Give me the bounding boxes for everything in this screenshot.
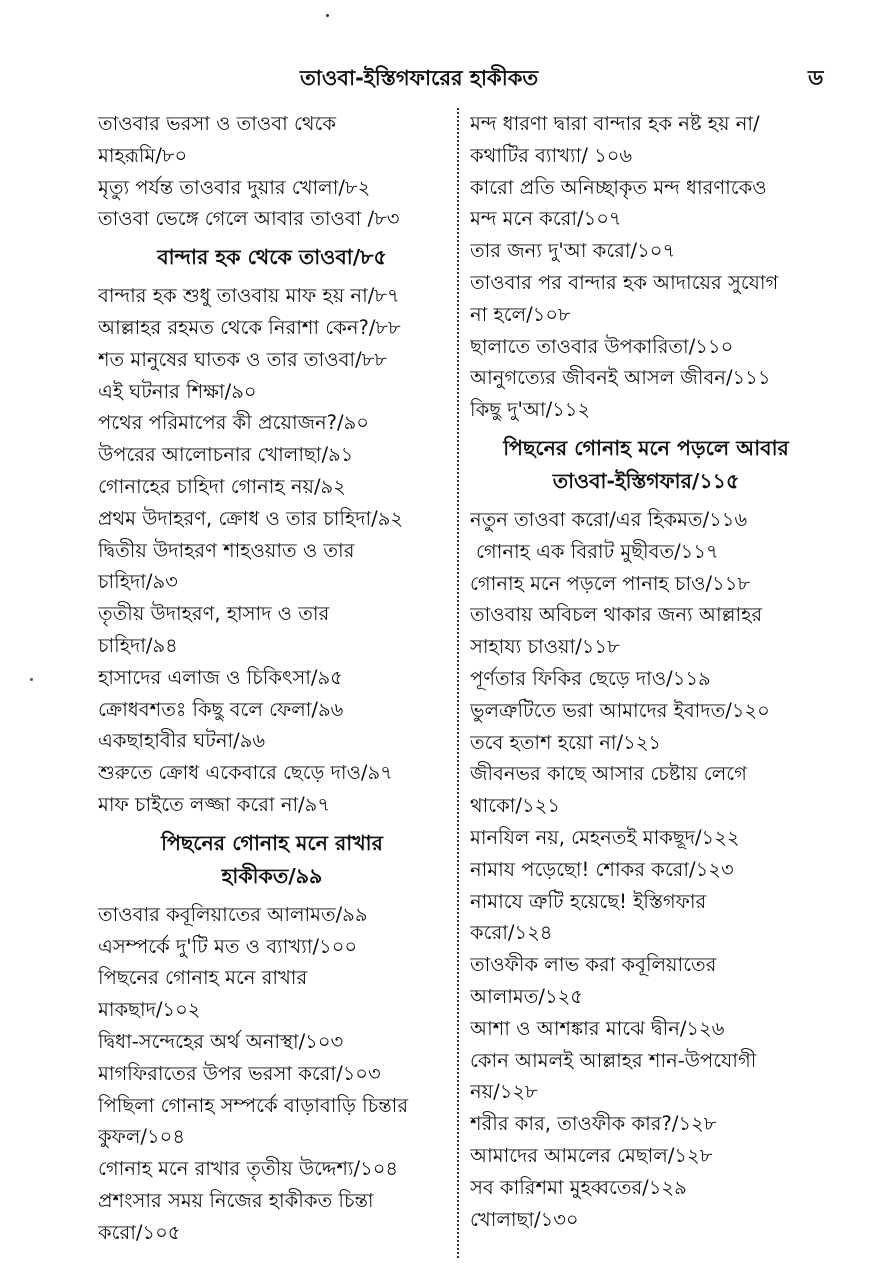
toc-entry: ভুলত্রুটিতে ভরা আমাদের ইবাদত/১২০: [470, 698, 770, 722]
toc-entry: কথাটির ব্যাখ্যা/ ১০৬: [470, 143, 633, 167]
print-speck: [30, 678, 33, 681]
toc-entry: মাহরূমি/৮০: [98, 143, 188, 167]
running-header: [0, 58, 869, 98]
toc-entry: তাওবা ভেঙ্গে গেলে আবার তাওবা /৮৩: [98, 207, 400, 231]
toc-entry: করো/১০৫: [98, 1220, 181, 1244]
toc-entry: তবে হতাশ হয়ো না/১২১: [470, 730, 662, 754]
toc-entry: সাহায্য চাওয়া/১১৮: [470, 635, 620, 659]
toc-entry: চাহিদা/৯৪: [98, 633, 178, 657]
toc-entry: এসম্পর্কে দু'টি মত ও ব্যাখ্যা/১০০: [98, 934, 358, 958]
toc-entry: আলামত/১২৫: [470, 984, 583, 1008]
toc-entry: কিছু দু'আ/১১২: [470, 398, 591, 422]
toc-entry: আশা ও আশঙ্কার মাঝে দ্বীন/১২৬: [470, 1016, 725, 1040]
toc-entry: তাওবায় অবিচল থাকার জন্য আল্লাহর: [470, 603, 763, 627]
toc-entry: প্রথম উদাহরণ, ক্রোধ ও তার চাহিদা/৯২: [98, 506, 404, 530]
toc-entry: উপরের আলোচনার খোলাছা/৯১: [98, 443, 354, 467]
toc-entry: সব কারিশমা মুহব্বতের/১২৯: [470, 1175, 687, 1199]
toc-entry: হাসাদের এলাজ ও চিকিৎসা/৯৫: [98, 665, 343, 689]
print-speck: [326, 14, 329, 17]
toc-entry: মন্দ মনে করো/১০৭: [470, 207, 622, 231]
toc-entry: একছাহাবীর ঘটনা/৯৬: [98, 729, 266, 753]
toc-entry: দ্বিতীয় উদাহরণ শাহওয়াত ও তার: [98, 538, 355, 562]
toc-entry: পিছিলা গোনাহ সম্পর্কে বাড়াবাড়ি চিন্তার: [98, 1093, 409, 1117]
section-heading: হাকীকত/৯৯: [221, 863, 323, 888]
toc-entry: জীবনভর কাছে আসার চেষ্টায় লেগে: [470, 762, 747, 786]
toc-entry: নামায পড়েছো! শোকর করো/১২৩: [470, 857, 734, 881]
running-title: তাওবা-ইস্তিগফারের হাকীকত: [300, 66, 539, 90]
toc-entry: মাগফিরাতের উপর ভরসা করো/১০৩: [98, 1061, 381, 1085]
toc-right-column: [470, 108, 822, 1258]
toc-entry: আনুগত্যের জীবনই আসল জীবন/১১১: [470, 366, 771, 390]
toc-entry: কোন আমলই আল্লাহর শান-উপযোগী: [470, 1048, 757, 1072]
toc-entry: শরীর কার, তাওফীক কার?/১২৮: [470, 1112, 717, 1136]
toc-entry: নয়/১২৮: [470, 1080, 538, 1104]
toc-entry: তাওবার কবূলিয়াতের আলামত/৯৯: [98, 902, 368, 926]
toc-entry: মানযিল নয়, মেহনতই মাকছূদ/১২২: [470, 825, 740, 849]
toc-entry: শুরুতে ক্রোধ একেবারে ছেড়ে দাও/৯৭: [98, 761, 393, 785]
toc-entry: না হলে/১০৮: [470, 302, 571, 326]
section-heading: বান্দার হক থেকে তাওবা/৮৫: [157, 245, 387, 270]
toc-entry: প্রশংসার সময় নিজের হাকীকত চিন্তা: [98, 1188, 374, 1212]
toc-entry: গোনাহ মনে রাখার তৃতীয় উদ্দেশ্য/১০৪: [98, 1157, 399, 1181]
toc-entry: মাকছাদ/১০২: [98, 998, 201, 1022]
toc-entry: করো/১২৪: [470, 921, 553, 945]
toc-entry: তাওবার ভরসা ও তাওবা থেকে: [98, 112, 336, 135]
toc-entry: এই ঘটনার শিক্ষা/৯০: [98, 379, 257, 403]
toc-entry: তাওবার পর বান্দার হক আদায়ের সুযোগ: [470, 270, 779, 294]
toc-entry: তৃতীয় উদাহরণ, হাসাদ ও তার: [98, 602, 330, 626]
toc-entry: গোনাহ এক বিরাট মুছীবত/১১৭: [476, 539, 719, 563]
toc-entry: কুফল/১০৪: [98, 1125, 185, 1149]
section-heading: পিছনের গোনাহ মনে রাখার: [161, 830, 383, 855]
toc-entry: নামাযে ত্রুটি হয়েছে! ইস্তিগফার: [470, 889, 707, 913]
toc-entry: পিছনের গোনাহ মনে রাখার: [98, 966, 308, 990]
section-heading: পিছনের গোনাহ মনে পড়লে আবার: [503, 435, 789, 460]
toc-entry: আল্লাহর রহমত থেকে নিরাশা কেন?/৮৮: [98, 315, 401, 339]
toc-entry: শত মানুষের ঘাতক ও তার তাওবা/৮৮: [98, 347, 387, 371]
toc-entry: খোলাছা/১৩০: [470, 1207, 579, 1231]
toc-entry: আমাদের আমলের মেছাল/১২৮: [470, 1143, 713, 1167]
toc-entry: থাকো/১২১: [470, 794, 560, 818]
section-heading: তাওবা-ইস্তিগফার/১১৫: [552, 468, 740, 493]
toc-entry: গোনাহ মনে পড়লে পানাহ চাও/১১৮: [470, 571, 750, 595]
toc-entry: দ্বিধা-সন্দেহের অর্থ অনাস্থা/১০৩: [98, 1029, 344, 1053]
toc-left-column: [98, 108, 446, 1258]
toc-entry: কারো প্রতি অনিচ্ছাকৃত মন্দ ধারণাকেও: [470, 175, 767, 199]
toc-entry: পূর্ণতার ফিকির ছেড়ে দাও/১১৯: [470, 666, 711, 690]
toc-entry: চাহিদা/৯৩: [98, 570, 178, 594]
toc-entry: ক্রোধবশতঃ কিছু বলে ফেলা/৯৬: [98, 697, 344, 721]
toc-entry: নতুন তাওবা করো/এর হিকমত/১১৬: [470, 507, 748, 531]
toc-entry: মাফ চাইতে লজ্জা করো না/৯৭: [98, 792, 331, 816]
toc-entry: মন্দ ধারণা দ্বারা বান্দার হক নষ্ট হয় না/: [470, 112, 760, 135]
toc-entry: বান্দার হক শুধু তাওবায় মাফ হয় না/৮৭: [98, 284, 400, 308]
page-number: ড: [808, 66, 824, 90]
toc-entry: মৃত্যু পর্যন্ত তাওবার দুয়ার খোলা/৮২: [98, 175, 371, 199]
toc-entry: পথের পরিমাপের কী প্রয়োজন?/৯০: [98, 411, 369, 435]
column-divider: [457, 108, 459, 1258]
toc-entry: গোনাহের চাহিদা গোনাহ নয়/৯২: [98, 474, 346, 498]
toc-entry: তার জন্য দু'আ করো/১০৭: [470, 239, 676, 263]
toc-entry: ছালাতে তাওবার উপকারিতা/১১০: [470, 334, 734, 358]
toc-entry: তাওফীক লাভ করা কবূলিয়াতের: [470, 953, 717, 977]
